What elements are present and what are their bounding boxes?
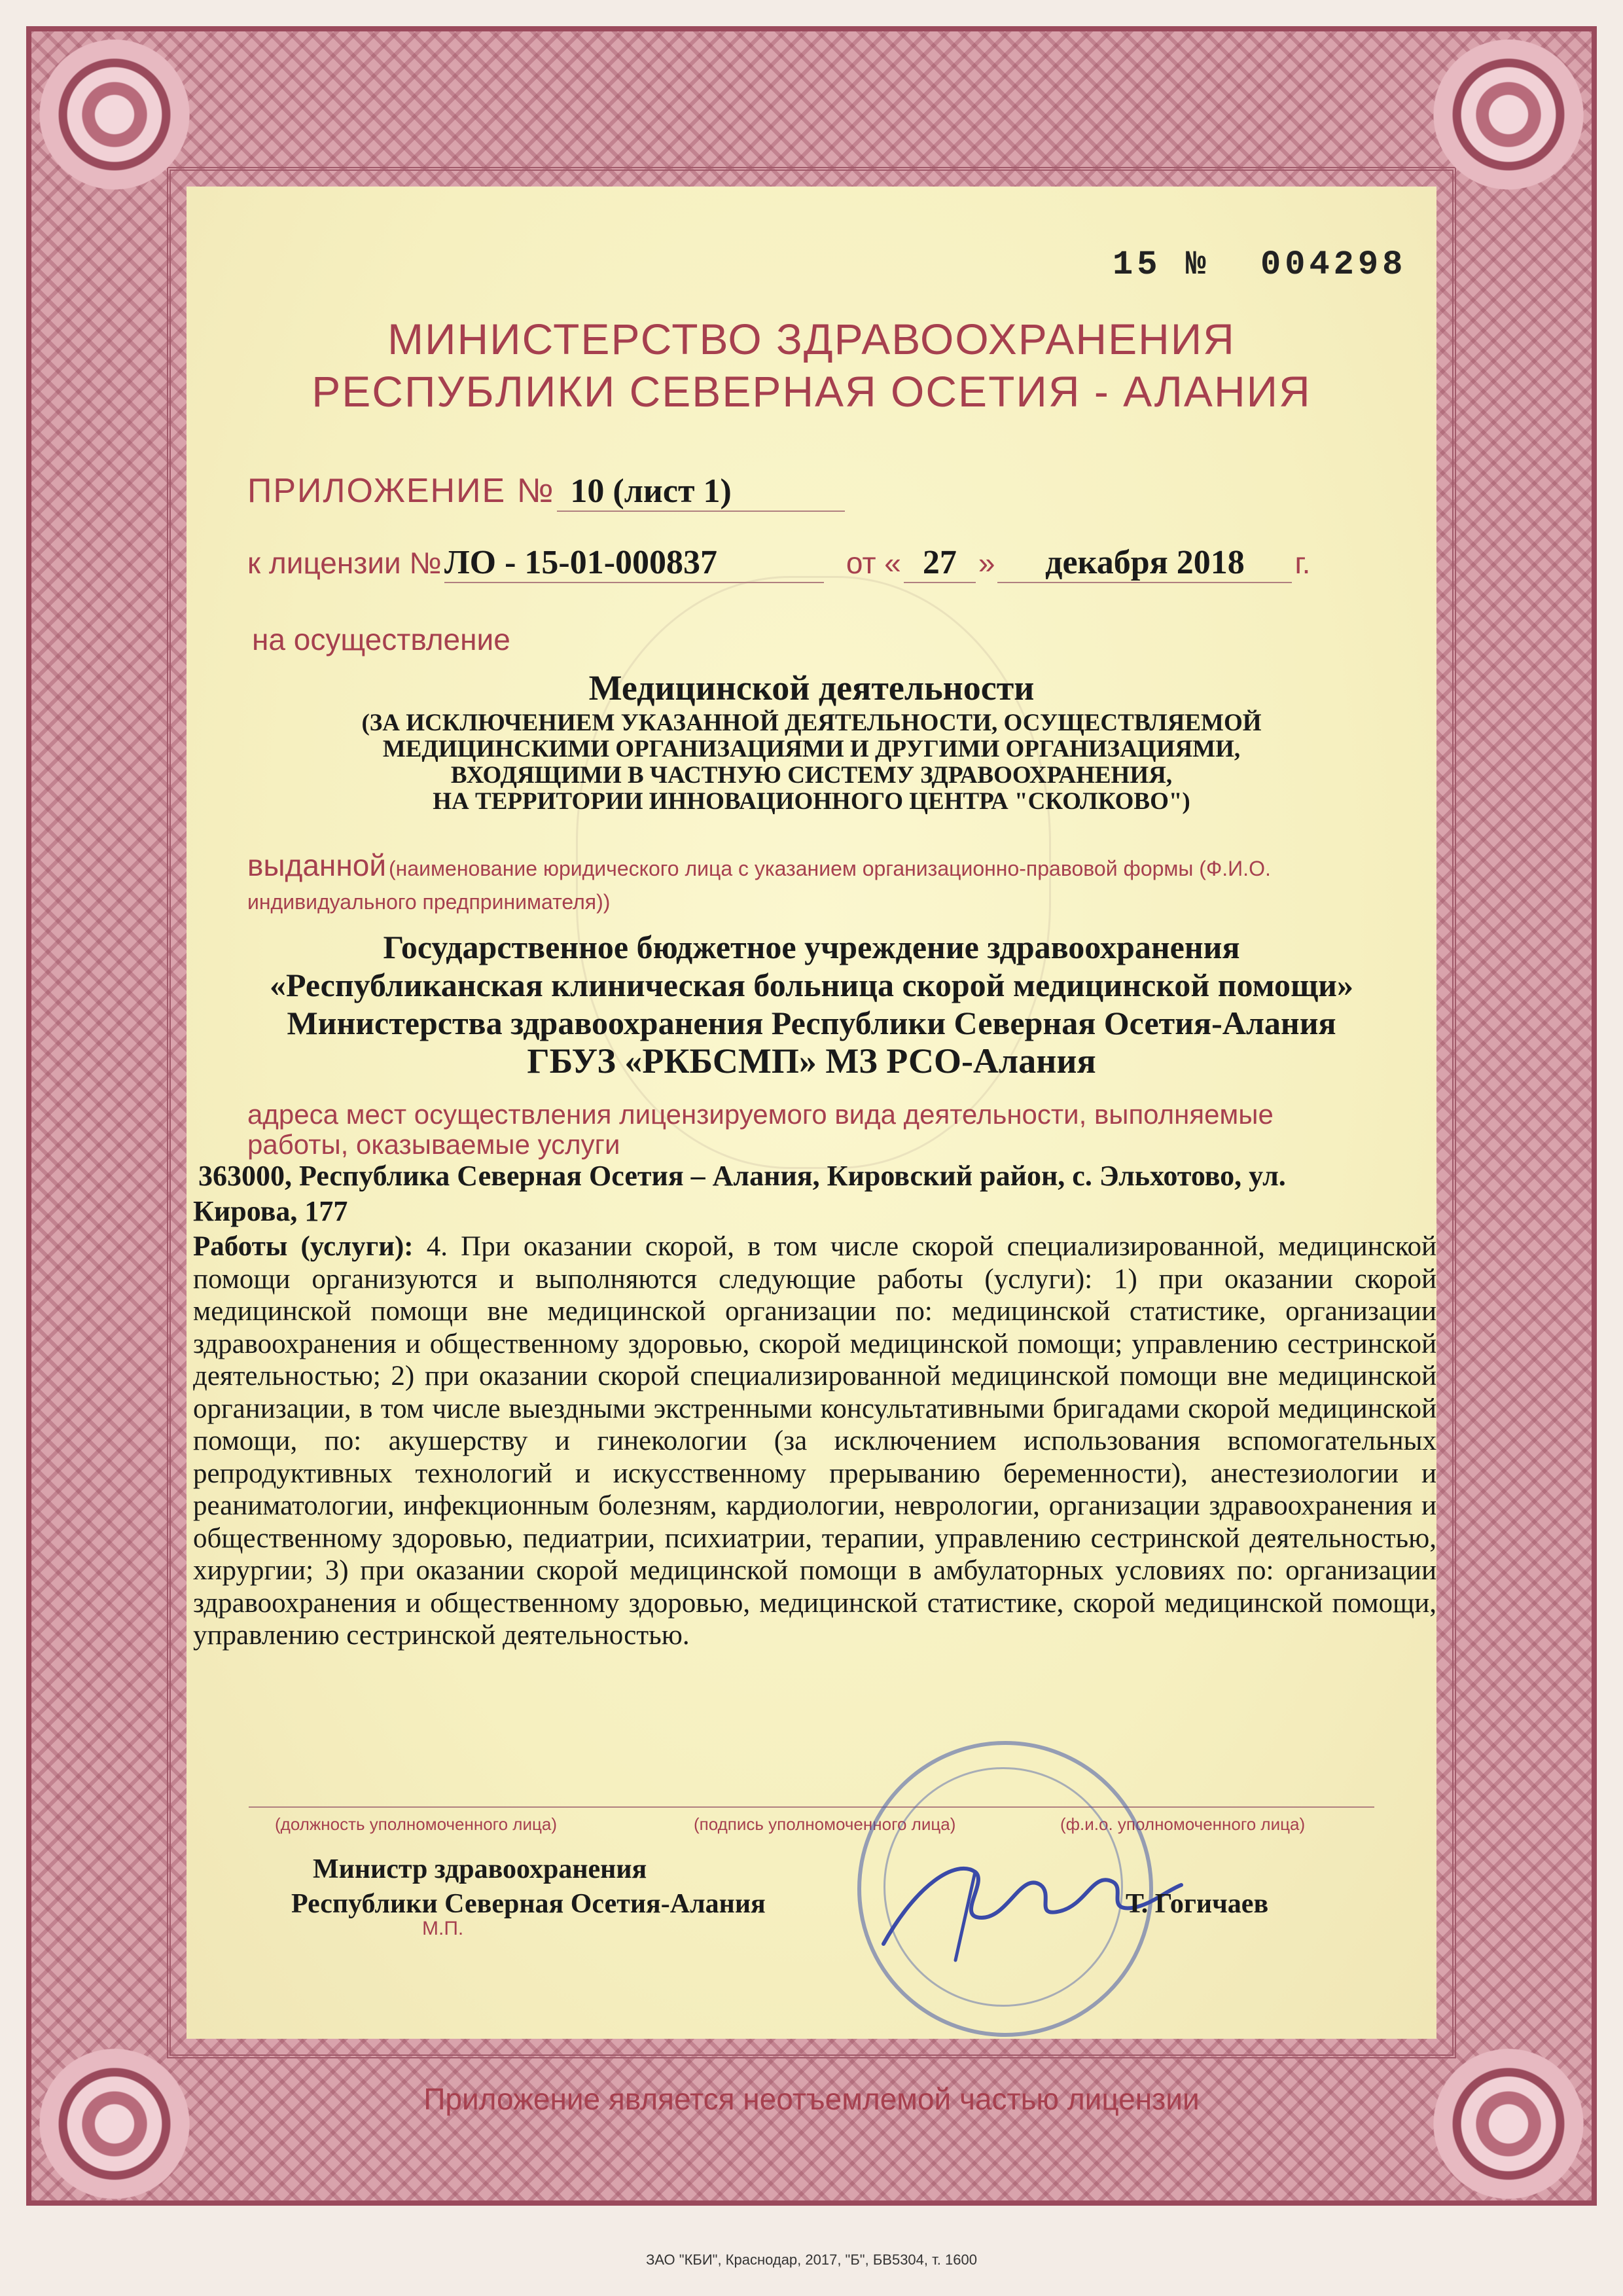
caption-signature: (подпись уполномоченного лица) <box>694 1814 956 1834</box>
organization-line2: «Республиканская клиническая больница скорой медицинской помощи» <box>270 967 1353 1003</box>
activity-detail-line: (ЗА ИСКЛЮЧЕНИЕМ УКАЗАННОЙ ДЕЯТЕЛЬНОСТИ, ОСУЩЕСТВЛЯЕМОЙ <box>361 709 1262 736</box>
license-month-year: декабря 2018 <box>997 543 1292 583</box>
corner-ornament-top-left <box>39 39 190 190</box>
corner-ornament-bottom-left <box>39 2049 190 2199</box>
serial-number <box>1113 245 1406 284</box>
organization-line3: Министерства здравоохранения Республики Северная Осетия-Алания <box>287 1005 1336 1041</box>
ministry-title-line1: МИНИСТЕРСТВО ЗДРАВООХРАНЕНИЯ <box>387 315 1236 363</box>
appendix-label: ПРИЛОЖЕНИЕ № <box>247 472 555 510</box>
address-line1: 363000, Республика Северная Осетия – Алания, Кировский район, с. Эльхотово, ул. <box>198 1160 1286 1192</box>
caption-name: (ф.и.о. уполномоченного лица) <box>1060 1814 1306 1834</box>
works-label: Работы (услуги): <box>193 1231 414 1262</box>
license-day: 27 <box>904 543 976 583</box>
issued-hint-line2: индивидуального предпринимателя)) <box>247 890 611 914</box>
ministry-title-line2: РЕСПУБЛИКИ СЕВЕРНАЯ ОСЕТИЯ - АЛАНИЯ <box>312 367 1311 416</box>
appendix-value: 10 (лист 1) <box>557 472 845 512</box>
issued-hint-line1: (наименование юридического лица с указанием организационно-правовой формы (Ф.И.О. <box>389 857 1271 880</box>
license-year-suffix: г. <box>1294 546 1311 580</box>
bottom-note: Приложение является неотъемлемой частью лицензии <box>423 2082 1200 2116</box>
address-value <box>193 1158 1436 1229</box>
address-line2: Кирова, 177 <box>193 1195 348 1227</box>
serial-value: 004298 <box>1260 245 1407 284</box>
license-label: к лицензии № <box>247 546 442 580</box>
license-from-label: от « <box>846 546 901 580</box>
activity-detail-line: МЕДИЦИНСКИМИ ОРГАНИЗАЦИЯМИ И ДРУГИМИ ОРГАНИЗАЦИЯМИ, <box>382 736 1241 762</box>
works-text <box>193 1230 1436 1652</box>
appendix-row <box>247 471 845 512</box>
activity-details <box>0 710 1623 815</box>
license-row <box>247 543 1373 583</box>
organization-short-name: ГБУЗ «РКБСМП» МЗ РСО-Алания <box>527 1041 1096 1081</box>
signatory-position-line1: Министр здравоохранения <box>313 1854 647 1884</box>
address-label-line1: адреса мест осуществления лицензируемого вида деятельности, выполняемые <box>247 1099 1274 1130</box>
organization-line1: Государственное бюджетное учреждение здравоохранения <box>383 929 1240 965</box>
license-number: ЛО - 15-01-000837 <box>444 543 824 583</box>
organization-block <box>0 928 1623 1080</box>
address-label <box>247 1100 1373 1160</box>
signature-caption-line <box>249 1806 1374 1808</box>
caption-position: (должность уполномоченного лица) <box>275 1814 557 1834</box>
works-body: 4. При оказании скорой, в том числе скорой специализированной, медицинской помощи организуются и выполняются следующие работы (услуги): 1) при оказании скорой медицинской помощи вне медицинской организации по: медицинской статистике, организации здравоохранения и общественному здоровью, скорой медицинской помощи; управлению сестринской деятельностью; 2) при оказании скорой специализированной медицинской помощи вне медицинской организации, в том числе выездными экстренными консультативными бригадами скорой медицинской помощи, по: акушерству и гинекологии (за исключением использования вспомогательных репродуктивных технологий и искусственному прерыванию беременности), анестезиологии и реаниматологии, инфекционным болезням, кардиологии, неврологии, организации здравоохранения и общественному здоровью, педиатрии, психиатрии, терапии, управлению сестринской деятельностью, хирургии; 3) при оказании скорой медицинской помощи в амбулаторных условиях по: организации здравоохранения и общественному здоровью, медицинской статистике, скорой медицинской помощи, управлению сестринской деятельностью. <box>193 1231 1436 1651</box>
activity-detail-line: ВХОДЯЩИМИ В ЧАСТНУЮ СИСТЕМУ ЗДРАВООХРАНЕНИЯ, <box>450 762 1173 789</box>
issued-label: выданной <box>247 848 387 882</box>
license-day-close: » <box>978 546 995 580</box>
printer-imprint: ЗАО "КБИ", Краснодар, 2017, "Б", БВ5304, т. 1600 <box>646 2251 977 2268</box>
activity-detail-line: НА ТЕРРИТОРИИ ИННОВАЦИОННОГО ЦЕНТРА "СКОЛКОВО") <box>433 788 1190 815</box>
signatory-name: Т. Гогичаев <box>1126 1889 1269 1919</box>
activity-title: Медицинской деятельности <box>588 668 1035 708</box>
corner-ornament-top-right <box>1433 39 1584 190</box>
issued-block <box>247 848 1373 921</box>
address-label-line2: работы, оказываемые услуги <box>247 1129 620 1160</box>
corner-ornament-bottom-right <box>1433 2049 1584 2199</box>
serial-prefix: 15 № <box>1113 245 1210 284</box>
seal-place-mark: М.П. <box>422 1918 464 1939</box>
signatory-position-line2: Республики Северная Осетия-Алания <box>291 1889 766 1919</box>
activity-label: на осуществление <box>252 622 510 656</box>
